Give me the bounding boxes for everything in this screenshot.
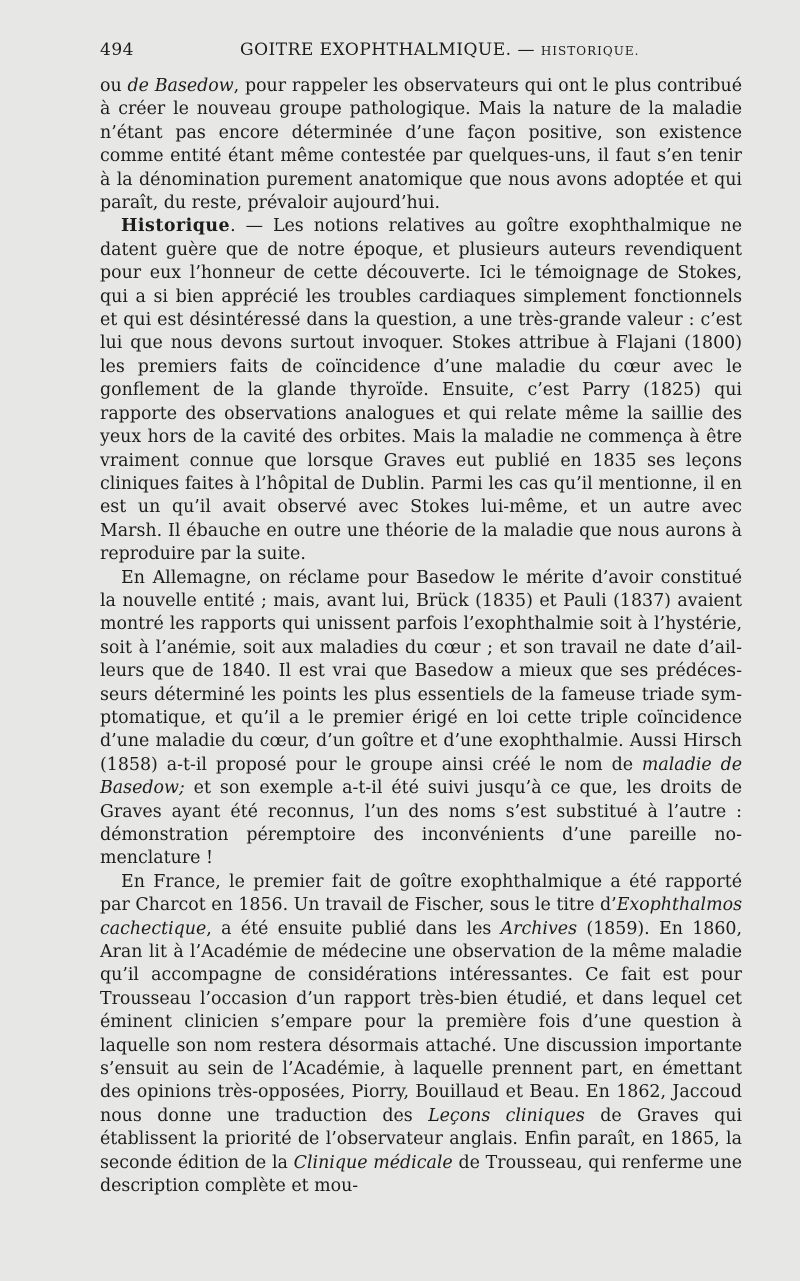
italic-text: de Basedow <box>127 76 234 96</box>
text-run: En Allemagne, on réclame pour Basedow le mérite d’avoir constitué la nouvelle entité ; mais, avant lui, Brück (1835) et Pauli (1837) avaient montré les rapports qui unissent parfois l’exophthalmie soit à l’hystérie, soit à l’anémie, soit aux maladies du cœur ; et son travail ne date d’ailleurs que de 1840. Il est vrai que Basedow a mieux que ses prédécesseurs déterminé les points les plus essentiels de la fameuse triade symptomatique, et qu’il a le premier érigé en loi cette triple coïncidence d’une maladie du cœur, d’un goître et d’une exophthalmie. Aussi Hirsch (1858) a-t-il proposé pour le groupe ainsi créé le nom de <box>100 567 742 775</box>
text-run: En France, le premier fait de goître exophthalmique a été rapporté par Charcot en 1856. Un travail de Fischer, sous le titre d’ <box>100 871 742 916</box>
italic-text: Leçons cliniques <box>428 1105 585 1126</box>
text-run: de Graves qui établissent la priorité de l’observateur anglais. Enfin paraît, en 1865, la seconde édition de la <box>100 1105 742 1173</box>
paragraph <box>100 215 742 566</box>
page-body <box>100 75 742 1199</box>
text-run: , pour rappeler les observateurs qui ont le plus contribué à créer le nouveau groupe pathologique. Mais la nature de la maladie n’étant pas encore déterminée d’une façon positive, son existence comme entité étant même contestée par quelques-uns, il faut s’en tenir à la dénomination purement anatomique que nous avons adoptée et qui paraît, du reste, prévaloir aujourd’hui. <box>100 76 743 214</box>
running-title <box>240 40 639 60</box>
italic-text: Clinique médicale <box>293 1152 453 1173</box>
italic-text: maladie de Basedow; <box>100 754 742 799</box>
title-separator: — <box>517 40 535 60</box>
text-run: . — Les notions relatives au goître exophthalmique ne datent guère que de notre époque, et plusieurs auteurs revendiquent pour eux l’honneur de cette découverte. Ici le témoignage de Stokes, qui a si bien apprécié les troubles cardiaques simplement fonctionnels et qui est désintéressé dans la question, a une très-grande valeur : c’est lui que nous devons surtout invoquer. Stokes attribue à Flajani (1800) les premiers faits de coïncidence d’une maladie du cœur avec le gonflement de la glande thyroïde. Ensuite, c’est Parry (1825) qui rapporte des observations analogues et qui relate même la saillie des yeux hors de la cavité des orbites. Mais la maladie ne commença à être vraiment connue que lorsque Graves eut publié en 1835 ses leçons cliniques faites à l’hôpital de Dublin. Parmi les cas qu’il mentionne, il en est un qu’il avait observé avec Stokes lui-même, et un autre avec Marsh. Il ébauche en outre une théorie de la maladie que nous aurons à reproduire par la suite. <box>100 216 742 565</box>
section-heading: Historique <box>121 216 231 237</box>
paragraph <box>100 567 742 871</box>
paragraph <box>100 75 742 215</box>
italic-text: Archives <box>500 918 578 939</box>
text-run: (1859). En 1860, Aran lit à l’Académie de médecine une observation de la même maladie qu’il accompagne de considérations intéressantes. Ce fait est pour Trousseau l’occasion d’un rapport très-bien étudié, et dans lequel cet éminent clinicien s’empare pour la première fois d’une question à laquelle son nom restera désormais attaché. Une discussion importante s’ensuit au sein de l’Académie, à laquelle prennent part, en émettant des opinions très-opposées, Piorry, Bouillaud et Beau. En 1862, Jaccoud nous donne une traduction des <box>100 918 742 1126</box>
text-run: de Trousseau, qui renferme une description complète et mou- <box>100 1152 742 1197</box>
italic-text: Exophthalmos cachectique <box>100 895 742 939</box>
text-run: et son exemple a-t-il été suivi jusqu’à ce que, les droits de Graves ayant été reconnus, l’un des noms s’est substitué à l’autre : démonstration péremptoire des inconvénients d’une pareille nomenclature ! <box>100 778 742 869</box>
text-run: , a été ensuite publié dans les <box>206 918 501 939</box>
running-header <box>100 40 742 70</box>
text-run: ou <box>100 76 128 96</box>
chapter-title: GOITRE EXOPHTHALMIQUE. <box>240 40 512 60</box>
section-title: HISTORIQUE. <box>540 44 640 58</box>
page-number: 494 <box>100 40 134 60</box>
paragraph <box>100 871 742 1199</box>
